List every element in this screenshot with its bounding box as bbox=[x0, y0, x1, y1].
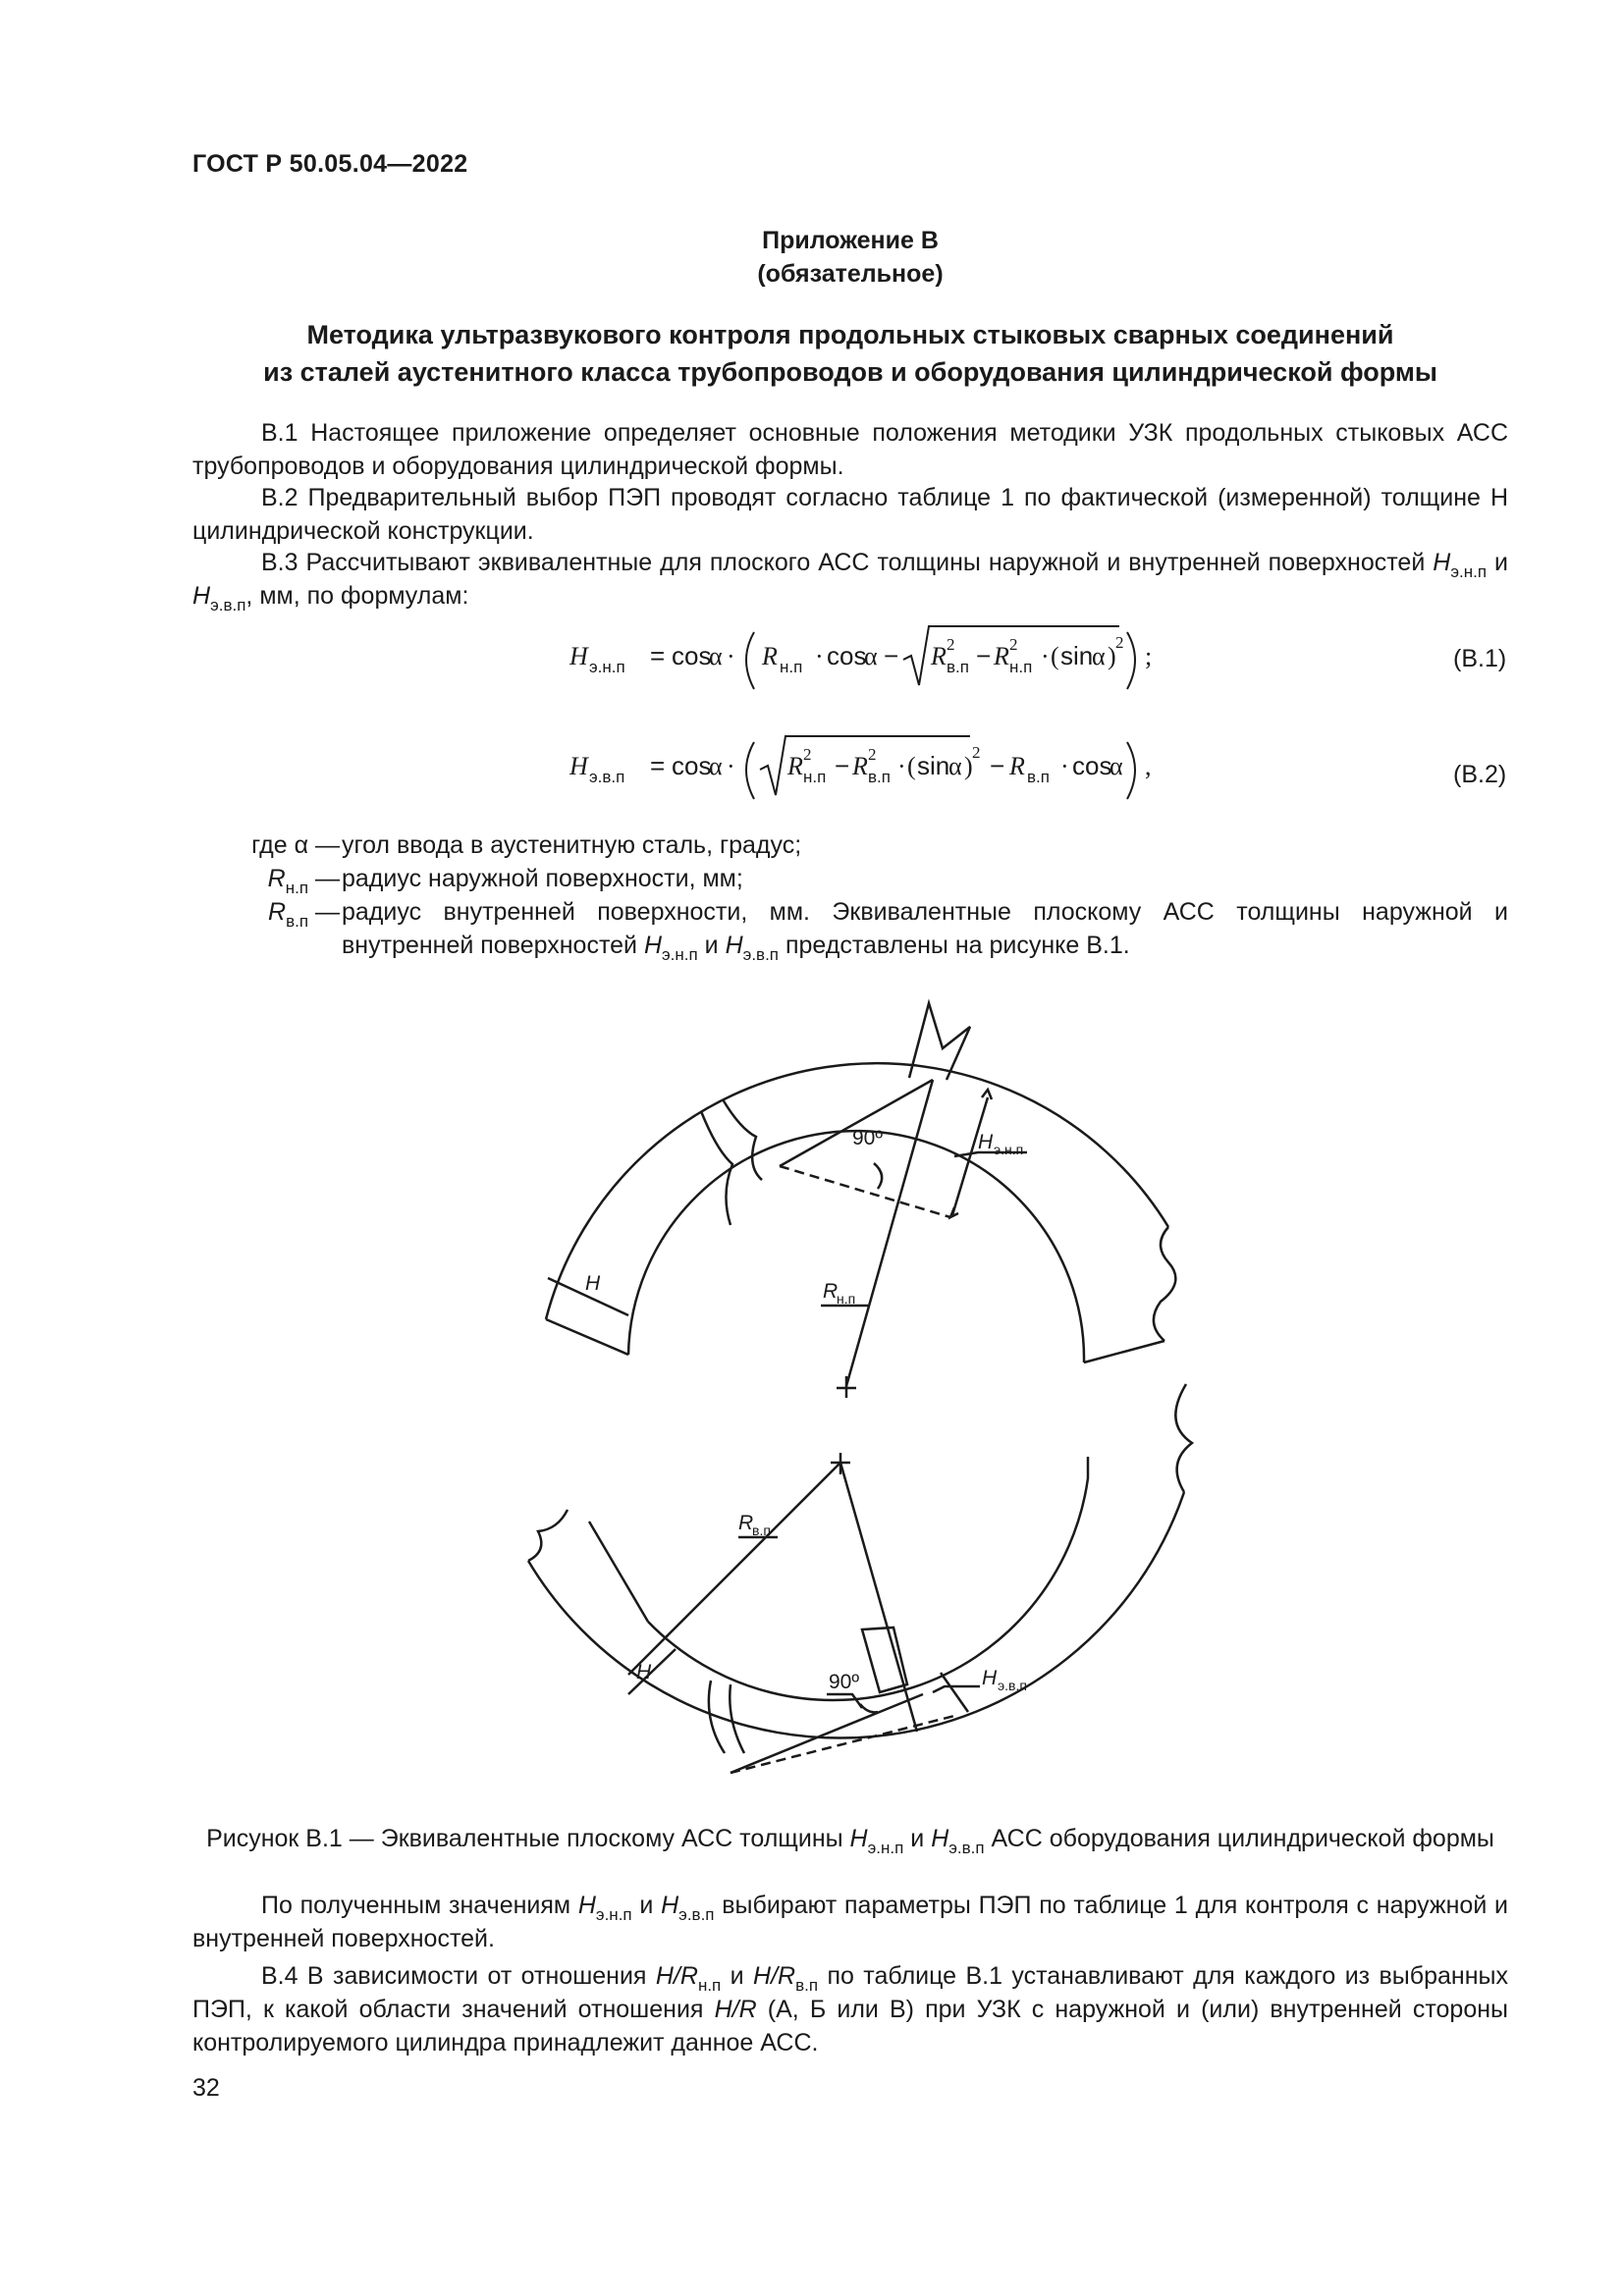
section-title-line-2: из сталей аустенитного класса трубопроводов и оборудования цилиндрической формы bbox=[263, 357, 1437, 387]
svg-text:cos: cos bbox=[672, 641, 712, 670]
svg-text:−: − bbox=[835, 751, 850, 780]
bottom-hev-leader bbox=[933, 1686, 980, 1692]
label-rn: R bbox=[823, 1280, 839, 1303]
svg-text:α: α bbox=[1092, 642, 1106, 670]
paragraph-b1: В.1 Настоящее приложение определяет основные положения методики УЗК продольных стыковых АСС трубопроводов и оборудования цилиндрической формы. bbox=[192, 419, 1508, 480]
annex-status: (обязательное) bbox=[757, 260, 944, 288]
figure-caption: Рисунок В.1 — Эквивалентные плоскому АСС толщины $H_{э.н.п}$ и $H_{э.в.п}$ АСС оборудования цилиндрической формы bbox=[206, 1825, 1494, 1857]
bottom-radius-rv bbox=[628, 1463, 840, 1675]
svg-text:cos: cos bbox=[672, 751, 712, 780]
top-break-right bbox=[1154, 1227, 1175, 1341]
section-title bbox=[192, 316, 1508, 391]
bottom-end-left bbox=[589, 1522, 648, 1622]
top-end-left bbox=[546, 1319, 628, 1355]
formula-b2-graphic bbox=[569, 730, 1178, 809]
label-h-top: H bbox=[585, 1272, 601, 1295]
svg-text:2: 2 bbox=[947, 635, 955, 654]
svg-text:=: = bbox=[650, 641, 666, 670]
svg-text:н.п: н.п bbox=[803, 768, 827, 786]
label-90-bottom: 90º bbox=[829, 1671, 860, 1693]
svg-text:·: · bbox=[727, 752, 735, 780]
bottom-angle-arc bbox=[860, 1704, 878, 1712]
formula-b1 bbox=[569, 620, 1178, 708]
svg-text:2: 2 bbox=[1009, 635, 1018, 654]
paragraph-b3: В.3 Рассчитывают эквивалентные для плоского АСС толщины наружной и внутренней поверхностей $H_{э.н.п}$ и $H_{э.в.п}$, мм, по формулам: bbox=[192, 549, 1508, 614]
svg-text:н.п: н.п bbox=[780, 658, 803, 676]
svg-text:): ) bbox=[1108, 642, 1116, 670]
bottom-break-right bbox=[1175, 1384, 1192, 1492]
svg-text:·: · bbox=[1060, 752, 1069, 780]
svg-text:cos: cos bbox=[1072, 751, 1112, 780]
top-weld-left bbox=[701, 1111, 732, 1225]
svg-text:α: α bbox=[709, 642, 723, 670]
section-title-line-1: Методика ультразвукового контроля продольных стыковых сварных соединений bbox=[306, 320, 1394, 349]
top-outer-arc bbox=[546, 1063, 1168, 1319]
top-inner-arc bbox=[628, 1131, 1084, 1362]
svg-text:H: H bbox=[569, 642, 588, 670]
svg-text:в.п: в.п bbox=[1027, 768, 1050, 786]
svg-text:2: 2 bbox=[868, 745, 877, 764]
formula-b2-number: (В.2) bbox=[1453, 761, 1507, 788]
bottom-weld-right bbox=[730, 1684, 744, 1753]
svg-text:−: − bbox=[884, 641, 899, 670]
bottom-dashed bbox=[731, 1716, 954, 1773]
top-end-right bbox=[1084, 1341, 1164, 1362]
svg-text:R: R bbox=[787, 752, 803, 780]
top-beam bbox=[780, 1080, 933, 1166]
label-90-top: 90º bbox=[852, 1127, 884, 1149]
svg-text:R: R bbox=[852, 752, 868, 780]
label-hen: H bbox=[978, 1131, 994, 1153]
svg-text:·: · bbox=[727, 642, 735, 670]
svg-text:·: · bbox=[1041, 642, 1050, 670]
svg-text:в.п: в.п bbox=[868, 768, 891, 786]
figure-b1 bbox=[511, 991, 1492, 1815]
svg-text:): ) bbox=[964, 752, 973, 780]
document-code: ГОСТ Р 50.05.04—2022 bbox=[192, 150, 468, 178]
bottom-probe bbox=[862, 1628, 907, 1692]
label-hen-sub: э.н.п bbox=[994, 1142, 1024, 1157]
paragraph-b2: В.2 Предварительный выбор ПЭП проводят согласно таблице 1 по фактической (измеренной) толщине Н цилиндрической конструкции. bbox=[192, 484, 1508, 545]
svg-text:α: α bbox=[948, 752, 962, 780]
svg-text:cos: cos bbox=[827, 641, 867, 670]
formula-b1-number: (В.1) bbox=[1453, 645, 1507, 672]
top-center-cross bbox=[837, 1376, 856, 1398]
annex-heading bbox=[192, 224, 1508, 291]
svg-text:(: ( bbox=[907, 752, 916, 780]
label-hev: H bbox=[982, 1667, 998, 1689]
svg-text:−: − bbox=[976, 641, 992, 670]
svg-text:н.п: н.п bbox=[1009, 658, 1033, 676]
formula-b2 bbox=[569, 730, 1178, 818]
bottom-break-left bbox=[528, 1510, 568, 1561]
svg-text:H: H bbox=[569, 752, 588, 780]
top-angle-arc bbox=[874, 1163, 882, 1189]
svg-text:2: 2 bbox=[972, 743, 981, 762]
svg-text:·: · bbox=[897, 752, 906, 780]
svg-text:(: ( bbox=[1051, 642, 1059, 670]
annex-title: Приложение В bbox=[762, 227, 939, 254]
svg-text:α: α bbox=[709, 752, 723, 780]
svg-text:в.п: в.п bbox=[947, 658, 969, 676]
label-rv: R bbox=[738, 1512, 754, 1534]
svg-text:э.н.п: э.н.п bbox=[589, 658, 625, 676]
svg-text:э.в.п: э.в.п bbox=[589, 768, 625, 786]
bottom-hev-dim bbox=[941, 1673, 968, 1712]
svg-text:2: 2 bbox=[1115, 633, 1124, 652]
label-h-bottom: H bbox=[636, 1661, 652, 1683]
top-radius bbox=[846, 1080, 933, 1386]
figure-b1-drawing bbox=[511, 991, 1492, 1806]
svg-text:R: R bbox=[931, 642, 947, 670]
svg-text:α: α bbox=[1110, 752, 1123, 780]
svg-text:sin: sin bbox=[917, 751, 950, 780]
svg-text:2: 2 bbox=[803, 745, 812, 764]
svg-text:−: − bbox=[990, 751, 1005, 780]
svg-text:·: · bbox=[815, 642, 824, 670]
top-dashed bbox=[780, 1166, 950, 1217]
label-hev-sub: э.в.п bbox=[998, 1678, 1027, 1693]
label-rv-sub: в.п bbox=[752, 1522, 771, 1538]
paragraph-after-figure: По полученным значениям $H_{э.н.п}$ и $H_{э.в.п}$ выбирают параметры ПЭП по таблице 1 для контроля с наружной и внутренней поверхностей. bbox=[192, 1892, 1509, 1952]
page-number: 32 bbox=[192, 2074, 220, 2102]
paragraph-b4: В.4 В зависимости от отношения $H/R_{н.п}$ и $H/R_{в.п}$ по таблице В.1 устанавливают для каждого из выбранных ПЭП, к какой области значений отношения H/R (А, Б или В) при УЗК с наружной и (или) внутренней стороны контролируемого цилиндра принадлежит данное АСС. bbox=[192, 1962, 1508, 2056]
svg-text:R: R bbox=[1009, 752, 1025, 780]
svg-text:R: R bbox=[762, 642, 778, 670]
svg-text:,: , bbox=[1145, 752, 1152, 780]
svg-text:R: R bbox=[994, 642, 1009, 670]
label-rn-sub: н.п bbox=[837, 1291, 856, 1307]
svg-text:;: ; bbox=[1145, 642, 1153, 670]
svg-text:sin: sin bbox=[1060, 641, 1094, 670]
top-weld-right bbox=[723, 1099, 762, 1180]
svg-text:α: α bbox=[864, 642, 878, 670]
formula-b1-graphic bbox=[569, 620, 1178, 699]
svg-text:=: = bbox=[650, 751, 666, 780]
